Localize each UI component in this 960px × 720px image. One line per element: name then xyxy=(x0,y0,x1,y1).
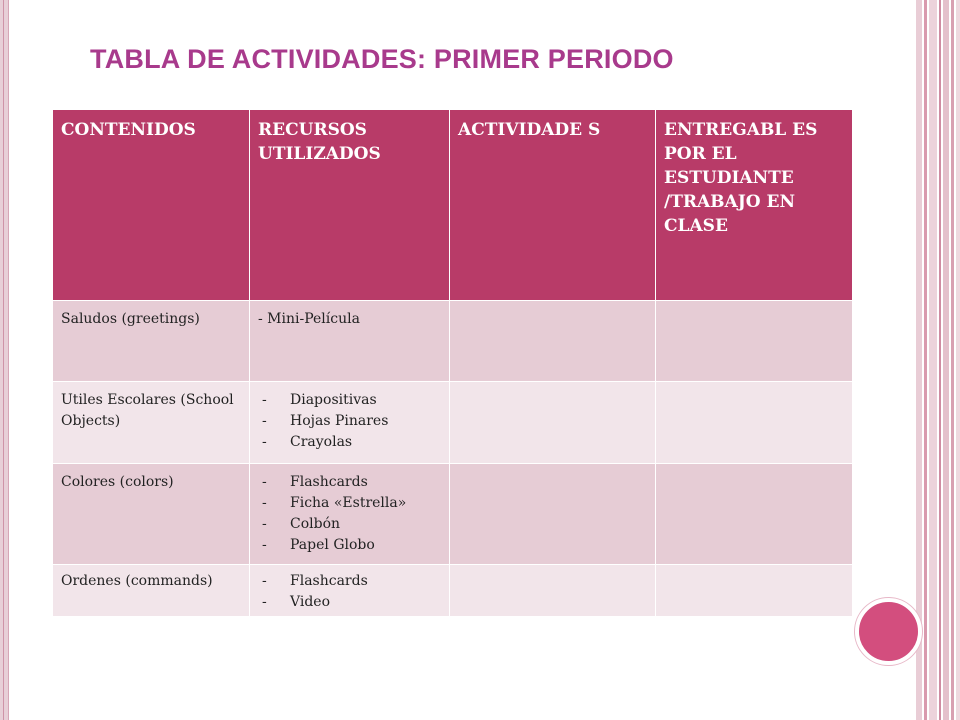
activities-table xyxy=(52,109,853,617)
cell-entregables xyxy=(656,464,853,565)
resource-item: - Crayolas xyxy=(258,432,441,453)
cell-recursos xyxy=(250,464,450,565)
header-entregables: ENTREGABL ES POR EL ESTUDIANTE /TRABAJO EN CLASE xyxy=(656,110,853,301)
table-row xyxy=(53,382,853,464)
cell-contenido: Saludos (greetings) xyxy=(53,301,250,382)
cell-recursos: - Mini-Película xyxy=(250,301,450,382)
header-recursos: RECURSOS UTILIZADOS xyxy=(250,110,450,301)
cell-entregables xyxy=(656,565,853,617)
resource-item: - Diapositivas xyxy=(258,390,441,411)
table-header-row xyxy=(53,110,853,301)
cell-actividades xyxy=(450,301,656,382)
cell-recursos xyxy=(250,565,450,617)
cell-contenido: Colores (colors) xyxy=(53,464,250,565)
resource-item: - Hojas Pinares xyxy=(258,411,441,432)
resource-item: - Flashcards xyxy=(258,472,441,493)
cell-actividades xyxy=(450,382,656,464)
cell-actividades xyxy=(450,464,656,565)
resource-item: - Papel Globo xyxy=(258,535,441,556)
header-actividades: ACTIVIDADE S xyxy=(450,110,656,301)
resource-item: - Ficha «Estrella» xyxy=(258,493,441,514)
cell-actividades xyxy=(450,565,656,617)
left-decorative-border xyxy=(0,0,9,720)
table-row xyxy=(53,565,853,617)
cell-entregables xyxy=(656,301,853,382)
cell-contenido: Utiles Escolares (School Objects) xyxy=(53,382,250,464)
header-contenidos: CONTENIDOS xyxy=(53,110,250,301)
cell-entregables xyxy=(656,382,853,464)
resource-item: - Colbón xyxy=(258,514,441,535)
resource-item: - Flashcards xyxy=(258,571,441,592)
right-decorative-bars xyxy=(916,0,960,720)
decorative-circle xyxy=(855,598,922,665)
table-row xyxy=(53,464,853,565)
page-title: TABLA DE ACTIVIDADES: PRIMER PERIODO xyxy=(90,44,674,74)
cell-contenido: Ordenes (commands) xyxy=(53,565,250,617)
cell-recursos xyxy=(250,382,450,464)
table-row xyxy=(53,301,853,382)
resource-item: - Video xyxy=(258,592,441,613)
